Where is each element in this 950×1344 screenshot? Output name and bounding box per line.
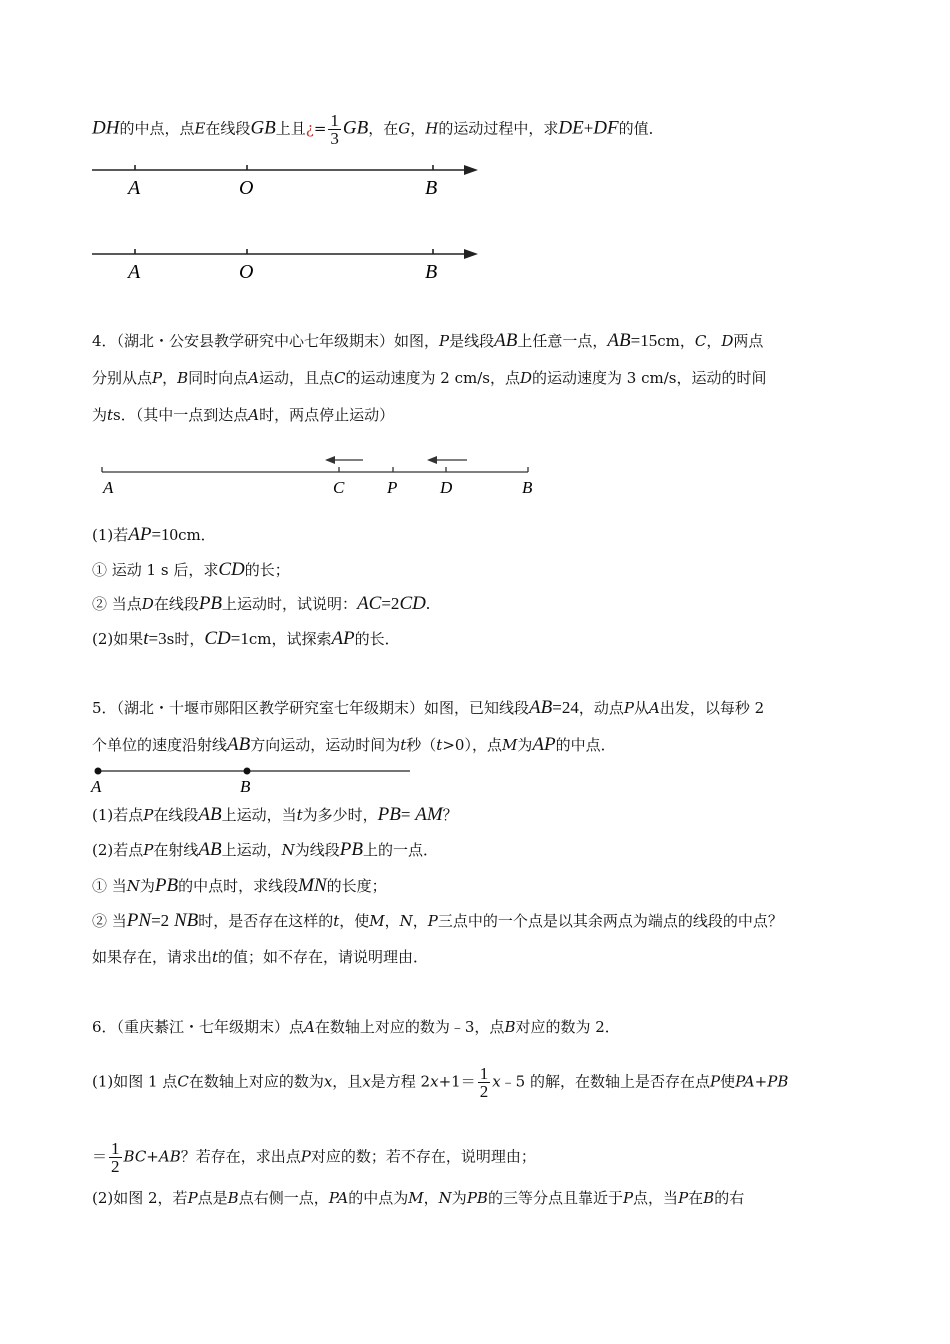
point-b: [244, 768, 251, 775]
label-o: O: [239, 261, 254, 283]
q6-line-3: ＝ $\frac{1}{2}$ BC+AB？若存在，求出点P对应的数；若不存在，说明理由；: [92, 1139, 536, 1176]
q4-sub-1: (1)若AP=10cm．: [92, 524, 216, 545]
arrow-head-icon: [464, 249, 478, 259]
label-b: B: [240, 777, 251, 796]
label-d: D: [440, 478, 453, 497]
number-line-2: [88, 242, 488, 284]
q6-line-1: 6．（重庆綦江・七年级期末）点A在数轴上对应的数为﹣3，点B对应的数为 2．: [92, 1018, 620, 1036]
q4-line-1: 4．（湖北・公安县教学研究中心七年级期末）如图，P是线段AB上任意一点，AB=15cm，C，D两点: [92, 330, 764, 351]
label-a: A: [103, 478, 114, 497]
q4-sub-4: (2)如果t=3s时，CD=1cm，试探索AP的长．: [92, 628, 400, 649]
q5-line-1: 5．（湖北・十堰市郧阳区教学研究室七年级期末）如图，已知线段AB=24，动点P从A出发，以每秒 2: [92, 697, 765, 718]
q5-figure: [88, 762, 418, 796]
q5-sub-3: ① 当N为PB的中点时，求线段MN的长度；: [92, 875, 387, 896]
fraction-one-half: $\frac{1}{2}$: [479, 1064, 489, 1101]
q4-sub-2: ① 运动 1 s 后，求CD的长；: [92, 559, 290, 580]
label-p: P: [387, 478, 398, 497]
label-a: A: [128, 177, 141, 199]
number-line-1: [88, 158, 488, 200]
q5-sub-2: (2)若点P在射线AB上运动，N为线段PB上的一点．: [92, 839, 438, 860]
left-arrow-icon: [427, 456, 467, 464]
q5-sub-4: ② 当PN=2 NB时，是否存在这样的t，使M，N，P三点中的一个点是以其余两点为端点的线段的中点？: [92, 910, 783, 931]
q5-sub-1: (1)若点P在线段AB上运动，当t为多少时，PB= AM？: [92, 804, 458, 825]
fraction-one-half: $\frac{1}{2}$: [111, 1139, 120, 1176]
label-b: B: [522, 478, 533, 497]
q4-figure: [95, 448, 545, 500]
q4-sub-3: ② 当点D在线段PB上运动时，试说明：AC=2CD.: [92, 593, 431, 614]
label-o: O: [239, 177, 254, 199]
q6-line-4: (2)如图 2，若P点是B点右侧一点，PA的中点为M，N为PB的三等分点且靠近于P点，当P在B的右: [92, 1189, 745, 1207]
label-a: A: [128, 261, 141, 283]
left-arrow-icon: [325, 456, 363, 464]
arrow-head-icon: [464, 165, 478, 175]
fraction-one-third: $\frac{1}{3}$: [330, 111, 339, 148]
q4-line-2: 分别从点P，B同时向点A运动，且点C的运动速度为 2 cm/s，点D的运动速度为 3 cm/s，运动的时间: [92, 369, 767, 387]
label-b: B: [425, 261, 438, 283]
q5-line-2: 个单位的速度沿射线AB方向运动，运动时间为t秒（t>0），点M为AP的中点．: [92, 734, 616, 755]
top-line-1: DH的中点，点E在线段GB上且¿= $\frac{1}{3}$ GB，在G，H的运动过程中，求DE+DF的值．: [92, 111, 664, 148]
q6-line-2: (1)如图 1 点C在数轴上对应的数为x，且x是方程 2x+1＝ $\frac{1}{2}$ x﹣5 的解，在数轴上是否存在点P使PA+PB: [92, 1064, 789, 1101]
q5-sub-5: 如果存在，请求出t的值；如不存在，请说明理由．: [92, 948, 429, 966]
label-b: B: [425, 177, 438, 199]
q4-line-3: 为ts．（其中一点到达点A时，两点停止运动）: [92, 406, 395, 424]
label-a: A: [91, 777, 102, 796]
point-a: [95, 768, 102, 775]
label-c: C: [333, 478, 345, 497]
